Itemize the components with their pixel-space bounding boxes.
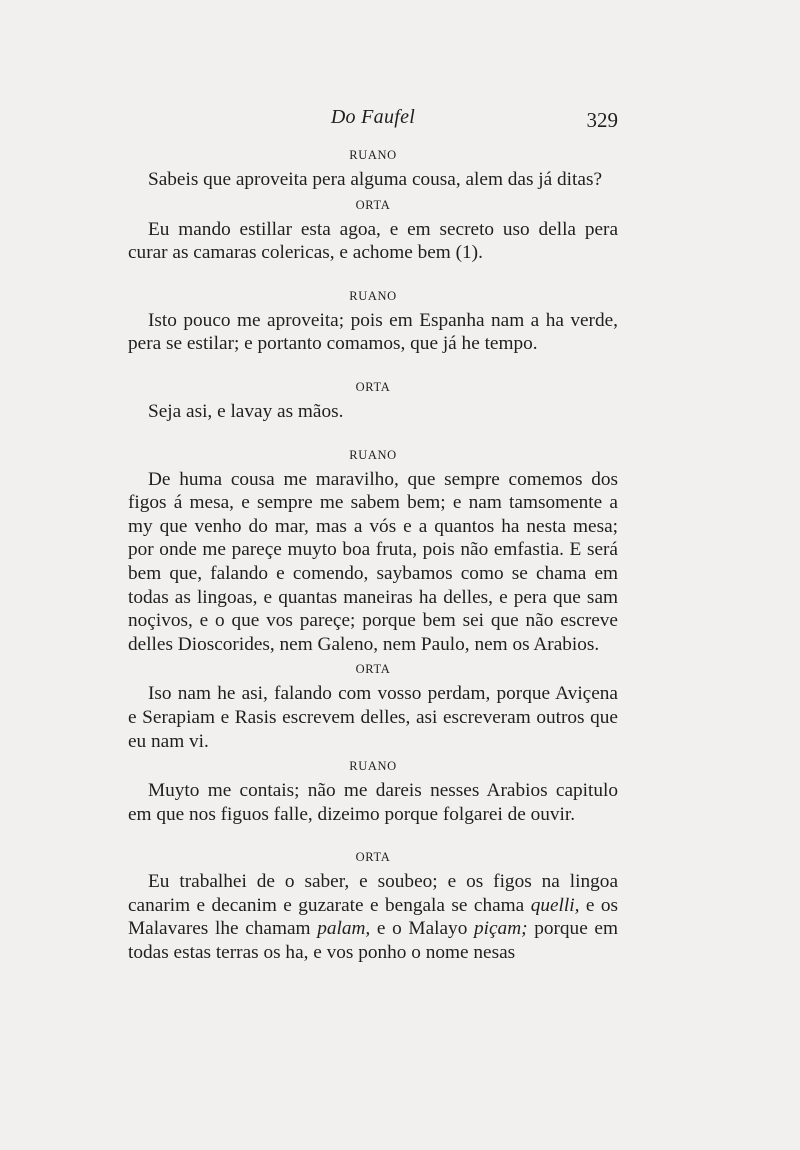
speech-text: Eu trabalhei de o saber, e soubeo; e os figos na lingoa canarim e decanim e guzarate e bengala se chama (128, 871, 618, 916)
speech-paragraph: Seja asi, e lavay as mãos. (148, 400, 344, 422)
italic-term: quelli, (530, 894, 580, 916)
italic-term: piçam; (474, 918, 528, 940)
speaker-label: ORTA (355, 662, 391, 677)
speech-paragraph: Isto pouco me aproveita; pois em Espanha nam a ha verde, pera se estilar; e portanto comamos, que já he tempo. (128, 309, 618, 355)
speech-text: e o Malayo (370, 918, 474, 940)
speaker-label: ORTA (355, 197, 391, 212)
italic-term: palam, (317, 918, 371, 940)
running-head (128, 106, 618, 136)
speaker-label: RUANO (349, 447, 397, 462)
speaker-label: RUANO (349, 759, 397, 774)
speaker-label: ORTA (355, 379, 391, 394)
speech-paragraph (128, 870, 618, 964)
speaker-label: RUANO (349, 288, 397, 303)
running-title: Do Faufel (330, 106, 416, 128)
speech-text: e os Malavares lhe chamam (128, 894, 619, 940)
speaker-label: ORTA (355, 850, 391, 865)
speech-paragraph: De huma cousa me maravilho, que sempre comemos dos figos á mesa, e sempre me sabem bem; e nam tamsomente a my que venho do mar, mas a vós e a quantos ha nesta mesa; por onde me pareçe muyto boa fruta, pois não emfastia. E será bem que, falando e comendo, saybamos como se chama em todas as lingoas, e quantas maneiras ha delles, e pera que sam noçivos, e o que vos pareçe; porque bem sei que não escreve delles Dioscorides, nem Galeno, nem Paulo, nem os Arabios. (128, 468, 618, 655)
page-number: 329 (586, 108, 618, 132)
speech-text: porque em todas estas terras os ha, e vos ponho o nome nesas (128, 918, 618, 964)
speech-paragraph: Eu mando estillar esta agoa, e em secreto uso della pera curar as camaras colericas, e achome bem (1). (128, 218, 618, 264)
speaker-label: RUANO (349, 148, 397, 162)
dialogue-text (128, 146, 618, 965)
speech-paragraph: Muyto me contais; não me dareis nesses Arabios capitulo em que nos figuos falle, dizeimo porque folgarei de ouvir. (128, 780, 618, 825)
speech-paragraph: Sabeis que aproveita pera alguma cousa, alem das já ditas? (148, 169, 603, 190)
speech-paragraph: Iso nam he asi, falando com vosso perdam, porque Aviçena e Serapiam e Rasis escrevem delles, asi escreveram outros que eu nam vi. (128, 683, 618, 752)
